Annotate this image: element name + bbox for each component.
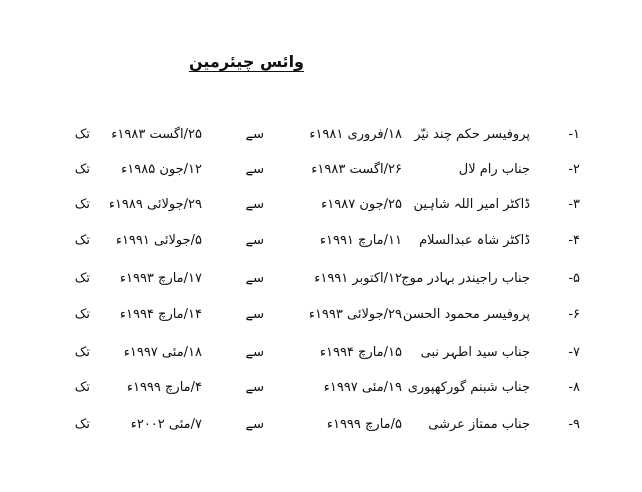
person-name: جناب سید اطہر نبی xyxy=(420,345,530,360)
serial-number: ۳- xyxy=(568,197,580,212)
person-name: پروفیسر حکم چند نیّر xyxy=(414,127,530,142)
serial-number: ۸- xyxy=(568,380,580,395)
serial-number: ۱- xyxy=(568,127,580,142)
until-word: تک xyxy=(74,233,90,248)
from-word: سے xyxy=(245,345,264,360)
start-date: ۲۵/جون ۱۹۸۷ء xyxy=(321,197,402,212)
list-item xyxy=(0,300,642,330)
until-word: تک xyxy=(74,345,90,360)
list-item xyxy=(0,120,642,150)
end-date: ۲۹/جولائی ۱۹۸۹ء xyxy=(108,197,202,212)
person-name: ڈاکٹر شاہ عبدالسلام xyxy=(419,233,530,248)
person-name: ڈاکٹر امیر اللہ شاہین xyxy=(413,197,530,212)
end-date: ۱۸/مئی ۱۹۹۷ء xyxy=(123,345,202,360)
end-date: ۱۲/جون ۱۹۸۵ء xyxy=(121,162,202,177)
person-name: جناب ممتاز عرشی xyxy=(428,417,530,432)
end-date: ۱۴/مارچ ۱۹۹۴ء xyxy=(119,307,202,322)
list-item xyxy=(0,190,642,220)
start-date: ۱۸/فروری ۱۹۸۱ء xyxy=(309,127,402,142)
person-name: جناب راجیندر بہادر موج xyxy=(401,271,530,286)
until-word: تک xyxy=(74,417,90,432)
end-date: ۴/مارچ ۱۹۹۹ء xyxy=(126,380,202,395)
serial-number: ۶- xyxy=(568,307,580,322)
serial-number: ۵- xyxy=(568,271,580,286)
from-word: سے xyxy=(245,162,264,177)
page-title: وائس چیئرمین xyxy=(188,52,304,71)
from-word: سے xyxy=(245,307,264,322)
start-date: ۱۵/مارچ ۱۹۹۴ء xyxy=(319,345,402,360)
list-item xyxy=(0,410,642,440)
serial-number: ۷- xyxy=(568,345,580,360)
start-date: ۱۲/اکتوبر ۱۹۹۱ء xyxy=(314,271,402,286)
until-word: تک xyxy=(74,380,90,395)
list-item xyxy=(0,155,642,185)
serial-number: ۹- xyxy=(568,417,580,432)
end-date: ۵/جولائی ۱۹۹۱ء xyxy=(115,233,202,248)
until-word: تک xyxy=(74,127,90,142)
list-item xyxy=(0,373,642,403)
until-word: تک xyxy=(74,307,90,322)
person-name: جناب شبنم گورکھپوری xyxy=(407,380,530,395)
from-word: سے xyxy=(245,417,264,432)
serial-number: ۲- xyxy=(568,162,580,177)
until-word: تک xyxy=(74,162,90,177)
from-word: سے xyxy=(245,197,264,212)
list-item xyxy=(0,264,642,294)
start-date: ۱۹/مئی ۱۹۹۷ء xyxy=(323,380,402,395)
start-date: ۲۶/اگست ۱۹۸۳ء xyxy=(311,162,402,177)
start-date: ۵/مارچ ۱۹۹۹ء xyxy=(326,417,402,432)
end-date: ۱۷/مارچ ۱۹۹۳ء xyxy=(119,271,202,286)
list-item xyxy=(0,338,642,368)
person-name: پروفیسر محمود الحسن xyxy=(402,307,530,322)
from-word: سے xyxy=(245,271,264,286)
end-date: ۲۵/اگست ۱۹۸۳ء xyxy=(111,127,202,142)
until-word: تک xyxy=(74,197,90,212)
end-date: ۷/مئی ۲۰۰۲ء xyxy=(130,417,202,432)
list-item xyxy=(0,226,642,256)
start-date: ۲۹/جولائی ۱۹۹۳ء xyxy=(308,307,402,322)
until-word: تک xyxy=(74,271,90,286)
from-word: سے xyxy=(245,233,264,248)
person-name: جناب رام لال xyxy=(458,162,530,177)
start-date: ۱۱/مارچ ۱۹۹۱ء xyxy=(319,233,402,248)
from-word: سے xyxy=(245,380,264,395)
serial-number: ۴- xyxy=(568,233,580,248)
from-word: سے xyxy=(245,127,264,142)
